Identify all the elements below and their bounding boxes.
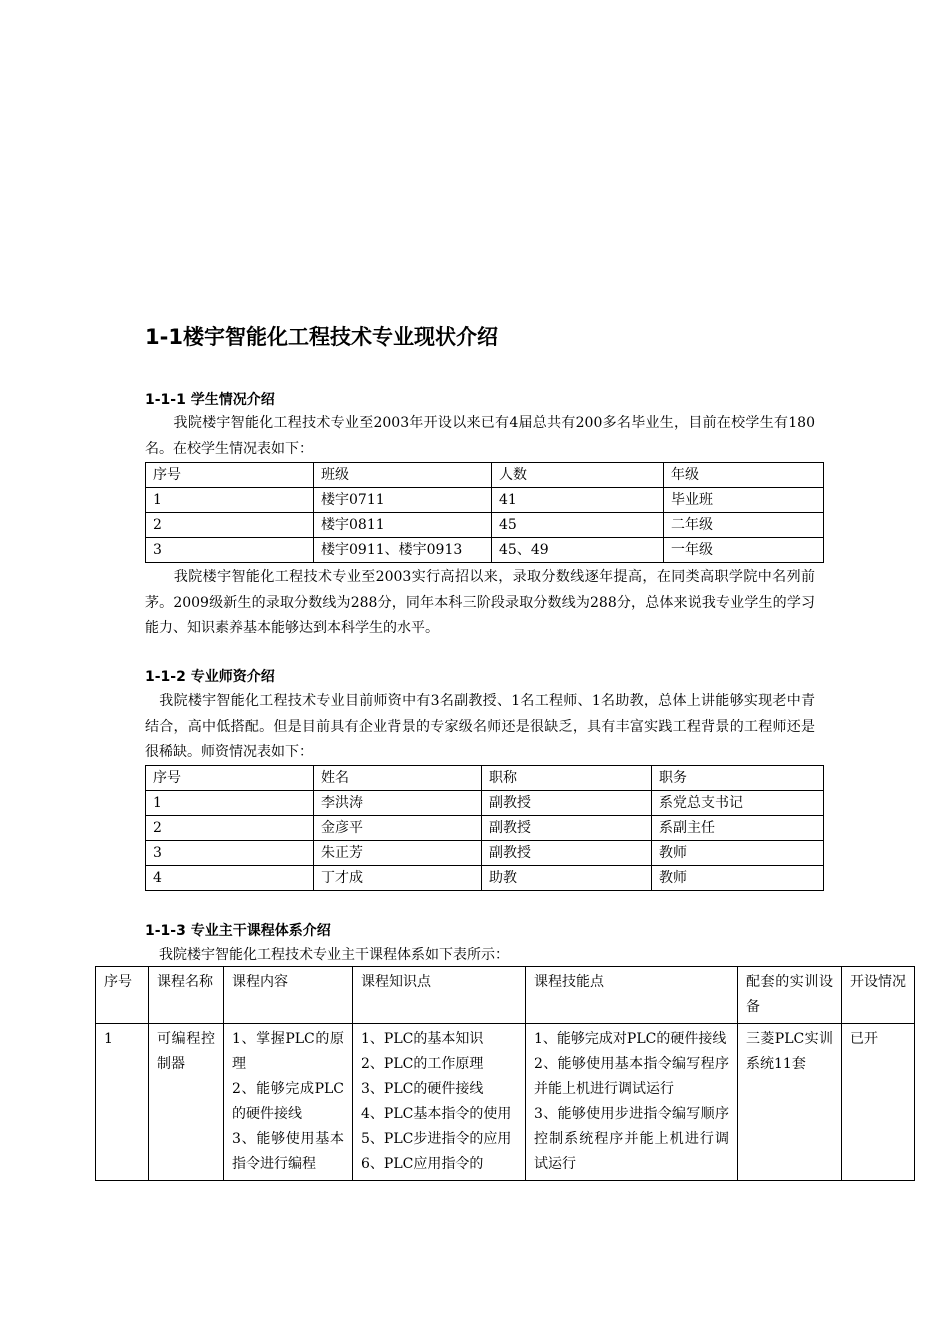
table-row	[146, 513, 824, 538]
table-row	[146, 538, 824, 563]
table-cell: 副教授	[482, 816, 652, 841]
table-cell: 45、49	[492, 538, 664, 563]
table-cell: 45	[492, 513, 664, 538]
table-cell: 助教	[482, 866, 652, 891]
table-row	[146, 488, 824, 513]
status-cell: 已开	[842, 1024, 915, 1181]
equipment-cell: 三菱PLC实训系统11套	[738, 1024, 842, 1181]
faculty-table	[145, 765, 824, 891]
table-cell: 金彦平	[314, 816, 482, 841]
table-cell: 系副主任	[652, 816, 824, 841]
table-cell: 2	[146, 513, 314, 538]
table-header-cell: 姓名	[314, 766, 482, 791]
table-header-cell: 职务	[652, 766, 824, 791]
table-header-cell: 配套的实训设备	[738, 967, 842, 1024]
table-cell: 可编程控制器	[149, 1024, 224, 1181]
faculty-intro: 我院楼宇智能化工程技术专业目前师资中有3名副教授、1名工程师、1名助教，总体上讲能够实现老中青结合，高中低搭配。但是目前具有企业背景的专家级名师还是很缺乏，具有丰富实践工程背景的工程师还是很稀缺。师资情况表如下：	[145, 693, 815, 760]
table-cell: 楼宇0911、楼宇0913	[314, 538, 492, 563]
table-cell: 教师	[652, 866, 824, 891]
table-cell: 1	[146, 488, 314, 513]
table-header-cell: 人数	[492, 463, 664, 488]
list-item: 2、能够完成PLC的硬件接线	[232, 1081, 344, 1122]
table-cell: 一年级	[664, 538, 824, 563]
knowledge-points-cell	[353, 1024, 526, 1181]
list-item: 1、PLC的基本知识	[361, 1031, 484, 1047]
table-cell: 丁才成	[314, 866, 482, 891]
table-header-row	[146, 766, 824, 791]
table-row	[146, 816, 824, 841]
page-title: 1-1楼宇智能化工程技术专业现状介绍	[145, 325, 498, 349]
table-cell: 副教授	[482, 791, 652, 816]
list-item: 2、PLC的工作原理	[361, 1056, 484, 1072]
table-cell: 毕业班	[664, 488, 824, 513]
curriculum-table	[95, 966, 915, 1181]
table-row	[146, 841, 824, 866]
students-summary: 我院楼宇智能化工程技术专业至2003实行高招以来，录取分数线逐年提高，在同类高职学院中名列前茅。2009级新生的录取分数线为288分，同年本科三阶段录取分数线为288分，总体来说我专业学生的学习能力、知识素养基本能够达到本科学生的水平。	[145, 569, 815, 636]
table-header-cell: 年级	[664, 463, 824, 488]
list-item: 5、PLC步进指令的应用	[361, 1131, 512, 1147]
table-cell: 4	[146, 866, 314, 891]
table-header-cell: 课程名称	[149, 967, 224, 1024]
list-item: 3、PLC的硬件接线	[361, 1081, 484, 1097]
list-item: 2、能够使用基本指令编写程序并能上机进行调试运行	[534, 1056, 729, 1097]
table-header-cell: 课程内容	[224, 967, 353, 1024]
list-item: 3、能够使用基本指令进行编程	[232, 1131, 344, 1172]
table-row	[146, 791, 824, 816]
table-header-cell: 课程知识点	[353, 967, 526, 1024]
table-cell: 1	[146, 791, 314, 816]
table-cell: 二年级	[664, 513, 824, 538]
list-item: 3、能够使用步进指令编写顺序控制系统程序并能上机进行调试运行	[534, 1106, 729, 1172]
table-cell: 副教授	[482, 841, 652, 866]
table-cell: 教师	[652, 841, 824, 866]
list-item: 6、PLC应用指令的	[361, 1156, 484, 1172]
table-cell: 41	[492, 488, 664, 513]
table-header-cell: 开设情况	[842, 967, 915, 1024]
table-cell: 系党总支书记	[652, 791, 824, 816]
table-cell: 楼宇0711	[314, 488, 492, 513]
curriculum-intro: 我院楼宇智能化工程技术专业主干课程体系如下表所示：	[145, 947, 509, 963]
list-item: 1、能够完成对PLC的硬件接线	[534, 1031, 727, 1047]
table-cell: 3	[146, 538, 314, 563]
course-content-cell	[224, 1024, 353, 1181]
section-heading-students: 1-1-1 学生情况介绍	[145, 392, 275, 408]
table-header-cell: 职称	[482, 766, 652, 791]
table-header-row	[146, 463, 824, 488]
table-cell: 2	[146, 816, 314, 841]
table-cell: 楼宇0811	[314, 513, 492, 538]
list-item: 4、PLC基本指令的使用	[361, 1106, 512, 1122]
list-item: 1、掌握PLC的原理	[232, 1031, 344, 1072]
table-header-cell: 序号	[146, 766, 314, 791]
table-cell: 1	[96, 1024, 149, 1181]
table-row	[96, 1024, 915, 1181]
table-header-row	[96, 967, 915, 1024]
table-cell: 李洪涛	[314, 791, 482, 816]
table-row	[146, 866, 824, 891]
students-table	[145, 462, 824, 563]
students-intro: 我院楼宇智能化工程技术专业至2003年开设以来已有4届总共有200多名毕业生，目前在校学生有180名。在校学生情况表如下：	[145, 415, 815, 457]
table-header-cell: 序号	[146, 463, 314, 488]
section-heading-curriculum: 1-1-3 专业主干课程体系介绍	[145, 923, 331, 939]
table-header-cell: 序号	[96, 967, 149, 1024]
table-header-cell: 班级	[314, 463, 492, 488]
table-cell: 3	[146, 841, 314, 866]
section-heading-faculty: 1-1-2 专业师资介绍	[145, 669, 275, 685]
table-header-cell: 课程技能点	[526, 967, 738, 1024]
table-cell: 朱正芳	[314, 841, 482, 866]
skill-points-cell	[526, 1024, 738, 1181]
